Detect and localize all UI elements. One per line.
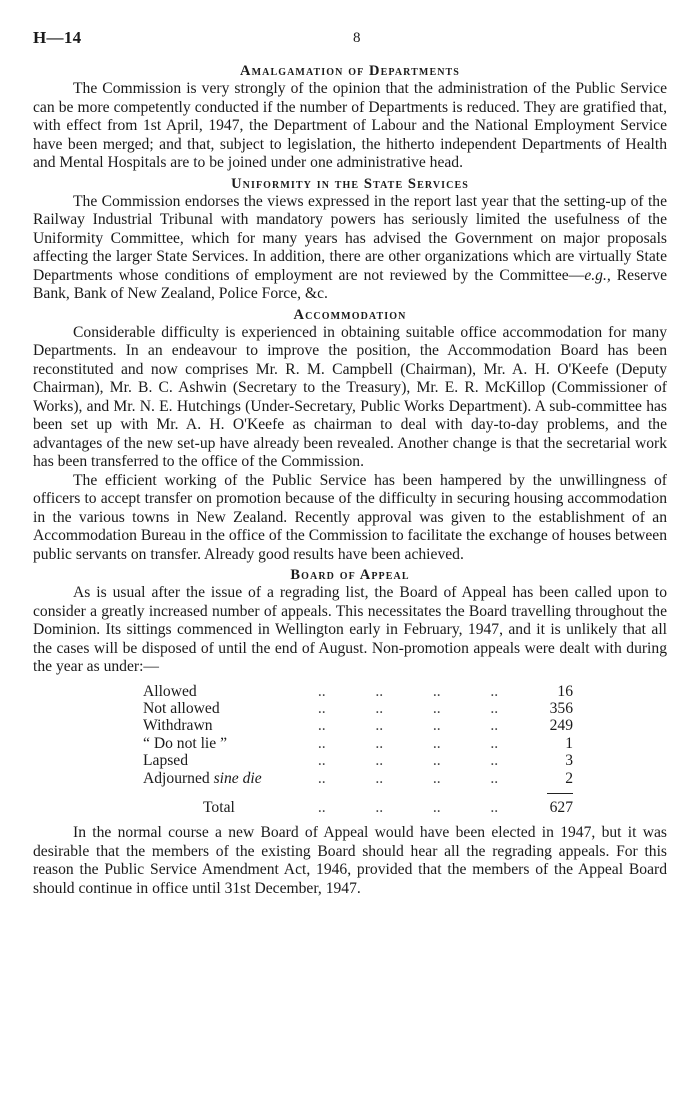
leader-dots: .. .. .. .. bbox=[317, 798, 499, 816]
table-total-row bbox=[143, 799, 573, 816]
section-amalgamation bbox=[33, 62, 667, 173]
paragraph: The efficient working of the Public Service has been hampered by the unwillingness of officers to accept transfer on promotion because of the difficulty in securing housing accommodation in the various towns in New Zealand. Recently approval was given to the establishment of an Accommodation Bureau in the office of the Commission to facilitate the exchange of houses between public servants on transfer. Already good results have been achieved. bbox=[33, 471, 667, 563]
section-heading: Amalgamation of Departments bbox=[240, 63, 460, 79]
row-label: Withdrawn bbox=[143, 717, 213, 735]
row-value: 249 bbox=[549, 717, 573, 735]
total-rule bbox=[143, 787, 573, 797]
total-label: Total bbox=[203, 798, 235, 816]
leader-dots: .. .. .. .. bbox=[317, 682, 499, 700]
section-uniformity bbox=[33, 175, 667, 304]
document-page bbox=[33, 28, 667, 898]
paragraph: The Commission is very strongly of the opinion that the administration of the Public Service can be more competently conducted if the number of Departments is reduced. They are gratified that, with effect from 1st April, 1947, the Department of Labour and the National Employment Service have been merged; and that, subject to legislation, the hitherto independent Departments of Health and Mental Hospitals are to be joined under one administrative head. bbox=[33, 80, 667, 171]
table-row bbox=[143, 700, 573, 717]
row-value: 2 bbox=[565, 769, 573, 787]
row-value: 356 bbox=[549, 699, 573, 717]
page-reference: H—14 bbox=[33, 28, 82, 47]
leader-dots: .. .. .. .. bbox=[317, 717, 499, 735]
leader-dots: .. .. .. .. bbox=[317, 699, 499, 717]
row-value: 3 bbox=[565, 752, 573, 770]
paragraph-text: The Commission endorses the views expressed in the report last year that the setting-up of the Railway Industrial Tribunal with mandatory powers has seriously limited the usefulness of the Uniformity Committee, which for many years has advised the Government on major proposals affecting the larger State Services. In addition, there are other organizations which are virtually State Departments whose conditions of employment are not reviewed by the Committee— bbox=[33, 192, 667, 284]
section-accommodation bbox=[33, 306, 667, 565]
row-value: 1 bbox=[565, 734, 573, 752]
section-heading: Board of Appeal bbox=[290, 567, 410, 583]
table-row bbox=[143, 735, 573, 752]
section-heading: Accommodation bbox=[293, 306, 407, 323]
page-header bbox=[33, 28, 667, 62]
row-label: Allowed bbox=[143, 682, 197, 700]
row-value: 16 bbox=[557, 682, 573, 700]
row-label: Not allowed bbox=[143, 699, 220, 717]
total-value: 627 bbox=[549, 798, 573, 816]
section-heading: Uniformity in the State Services bbox=[231, 175, 469, 192]
paragraph: Considerable difficulty is experienced in obtaining suitable office accommodation for many Departments. In an endeavour to improve the position, the Accommodation Board has been reconstituted and now comprises Mr. R. M. Campbell (Chairman), Mr. A. H. O'Keefe (Deputy Chairman), Mr. B. C. Ashwin (Secretary to the Treasury), Mr. E. R. McKillop (Commissioner of Works), and Mr. N. E. Hutchings (Under-Secretary, Public Works Department). A sub-committee has been set up with Mr. A. H. O'Keefe as chairman to deal with day-to-day problems, and the advantages of the new set-up have already been revealed. Another change is that the secretarial work has been transferred to the office of the Commission. bbox=[33, 323, 667, 470]
appeals-table bbox=[143, 683, 573, 817]
row-label: Adjourned sine die bbox=[143, 769, 262, 787]
paragraph: As is usual after the issue of a regrading list, the Board of Appeal has been called upon to consider a greatly increased number of appeals. This necessitates the Board travelling throughout the Dominion. Its sittings commenced in Wellington early in February, 1947, and it is unlikely that all the cases will be disposed of until the end of August. Non-promotion appeals were dealt with during the year as under:— bbox=[33, 584, 667, 675]
page-number: 8 bbox=[353, 30, 361, 46]
paragraph-text: Reserve Bank, Bank of New Zealand, Police Force, &c. bbox=[33, 266, 667, 302]
table-row bbox=[143, 717, 573, 734]
leader-dots: .. .. .. .. bbox=[317, 734, 499, 752]
table-row bbox=[143, 683, 573, 700]
italic-text: e.g., bbox=[584, 266, 611, 284]
row-label: “ Do not lie ” bbox=[143, 734, 228, 752]
paragraph: In the normal course a new Board of Appeal would have been elected in 1947, but it was desirable that the members of the existing Board should hear all the regrading appeals. For this reason the Public Service Amendment Act, 1946, provided that the members of the Appeal Board should continue in office until 31st December, 1947. bbox=[33, 824, 667, 897]
row-label: Lapsed bbox=[143, 752, 189, 770]
section-board-of-appeal bbox=[33, 566, 667, 898]
paragraph bbox=[33, 193, 667, 304]
leader-dots: .. .. .. .. bbox=[317, 769, 499, 787]
leader-dots: .. .. .. .. bbox=[317, 752, 499, 770]
table-row bbox=[143, 770, 573, 787]
table-row bbox=[143, 752, 573, 769]
